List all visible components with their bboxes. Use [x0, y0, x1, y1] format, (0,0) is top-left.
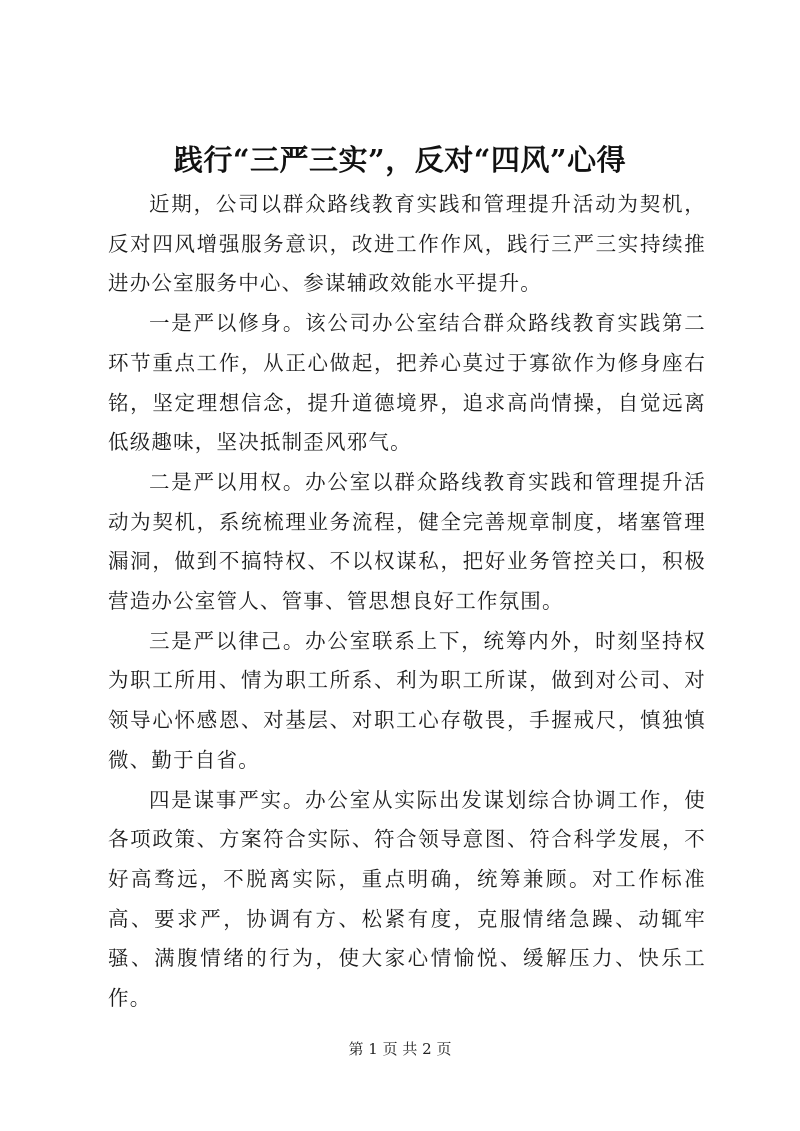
document-title: 践行“三严三实”，反对“四风”心得 [173, 143, 627, 177]
paragraph-self-discipline: 三是严以律己。办公室联系上下，统筹内外，时刻坚持权为职工所用、情为职工所系、利为职工所谋，做到对公司、对领导心怀感恩、对基层、对职工心存敬畏，手握戒尺，慎独慎微、勤于自省。 [108, 628, 706, 772]
page-footer: 第 1 页 共 2 页 [348, 1040, 452, 1058]
document-body [108, 185, 706, 1019]
paragraph-intro: 近期，公司以群众路线教育实践和管理提升活动为契机，反对四风增强服务意识，改进工作作风，践行三严三实持续推进办公室服务中心、参谋辅政效能水平提升。 [108, 192, 706, 296]
paragraph-cultivate-self: 一是严以修身。该公司办公室结合群众路线教育实践第二环节重点工作，从正心做起，把养心莫过于寡欲作为修身座右铭，坚定理想信念，提升道德境界，追求高尚情操，自觉远离低级趣味，坚决抵制歪风邪气。 [108, 311, 706, 455]
paragraph-use-power: 二是严以用权。办公室以群众路线教育实践和管理提升活动为契机，系统梳理业务流程，健全完善规章制度，堵塞管理漏洞，做到不搞特权、不以权谋私，把好业务管控关口，积极营造办公室管人、管事、管思想良好工作氛围。 [108, 469, 706, 614]
paragraph-practical-planning: 四是谋事严实。办公室从实际出发谋划综合协调工作，使各项政策、方案符合实际、符合领导意图、符合科学发展，不好高骛远，不脱离实际，重点明确，统筹兼顾。对工作标准高、要求严，协调有方、松紧有度，克服情绪急躁、动辄牢骚、满腹情绪的行为，使大家心情愉悦、缓解压力、快乐工作。 [108, 787, 706, 1011]
